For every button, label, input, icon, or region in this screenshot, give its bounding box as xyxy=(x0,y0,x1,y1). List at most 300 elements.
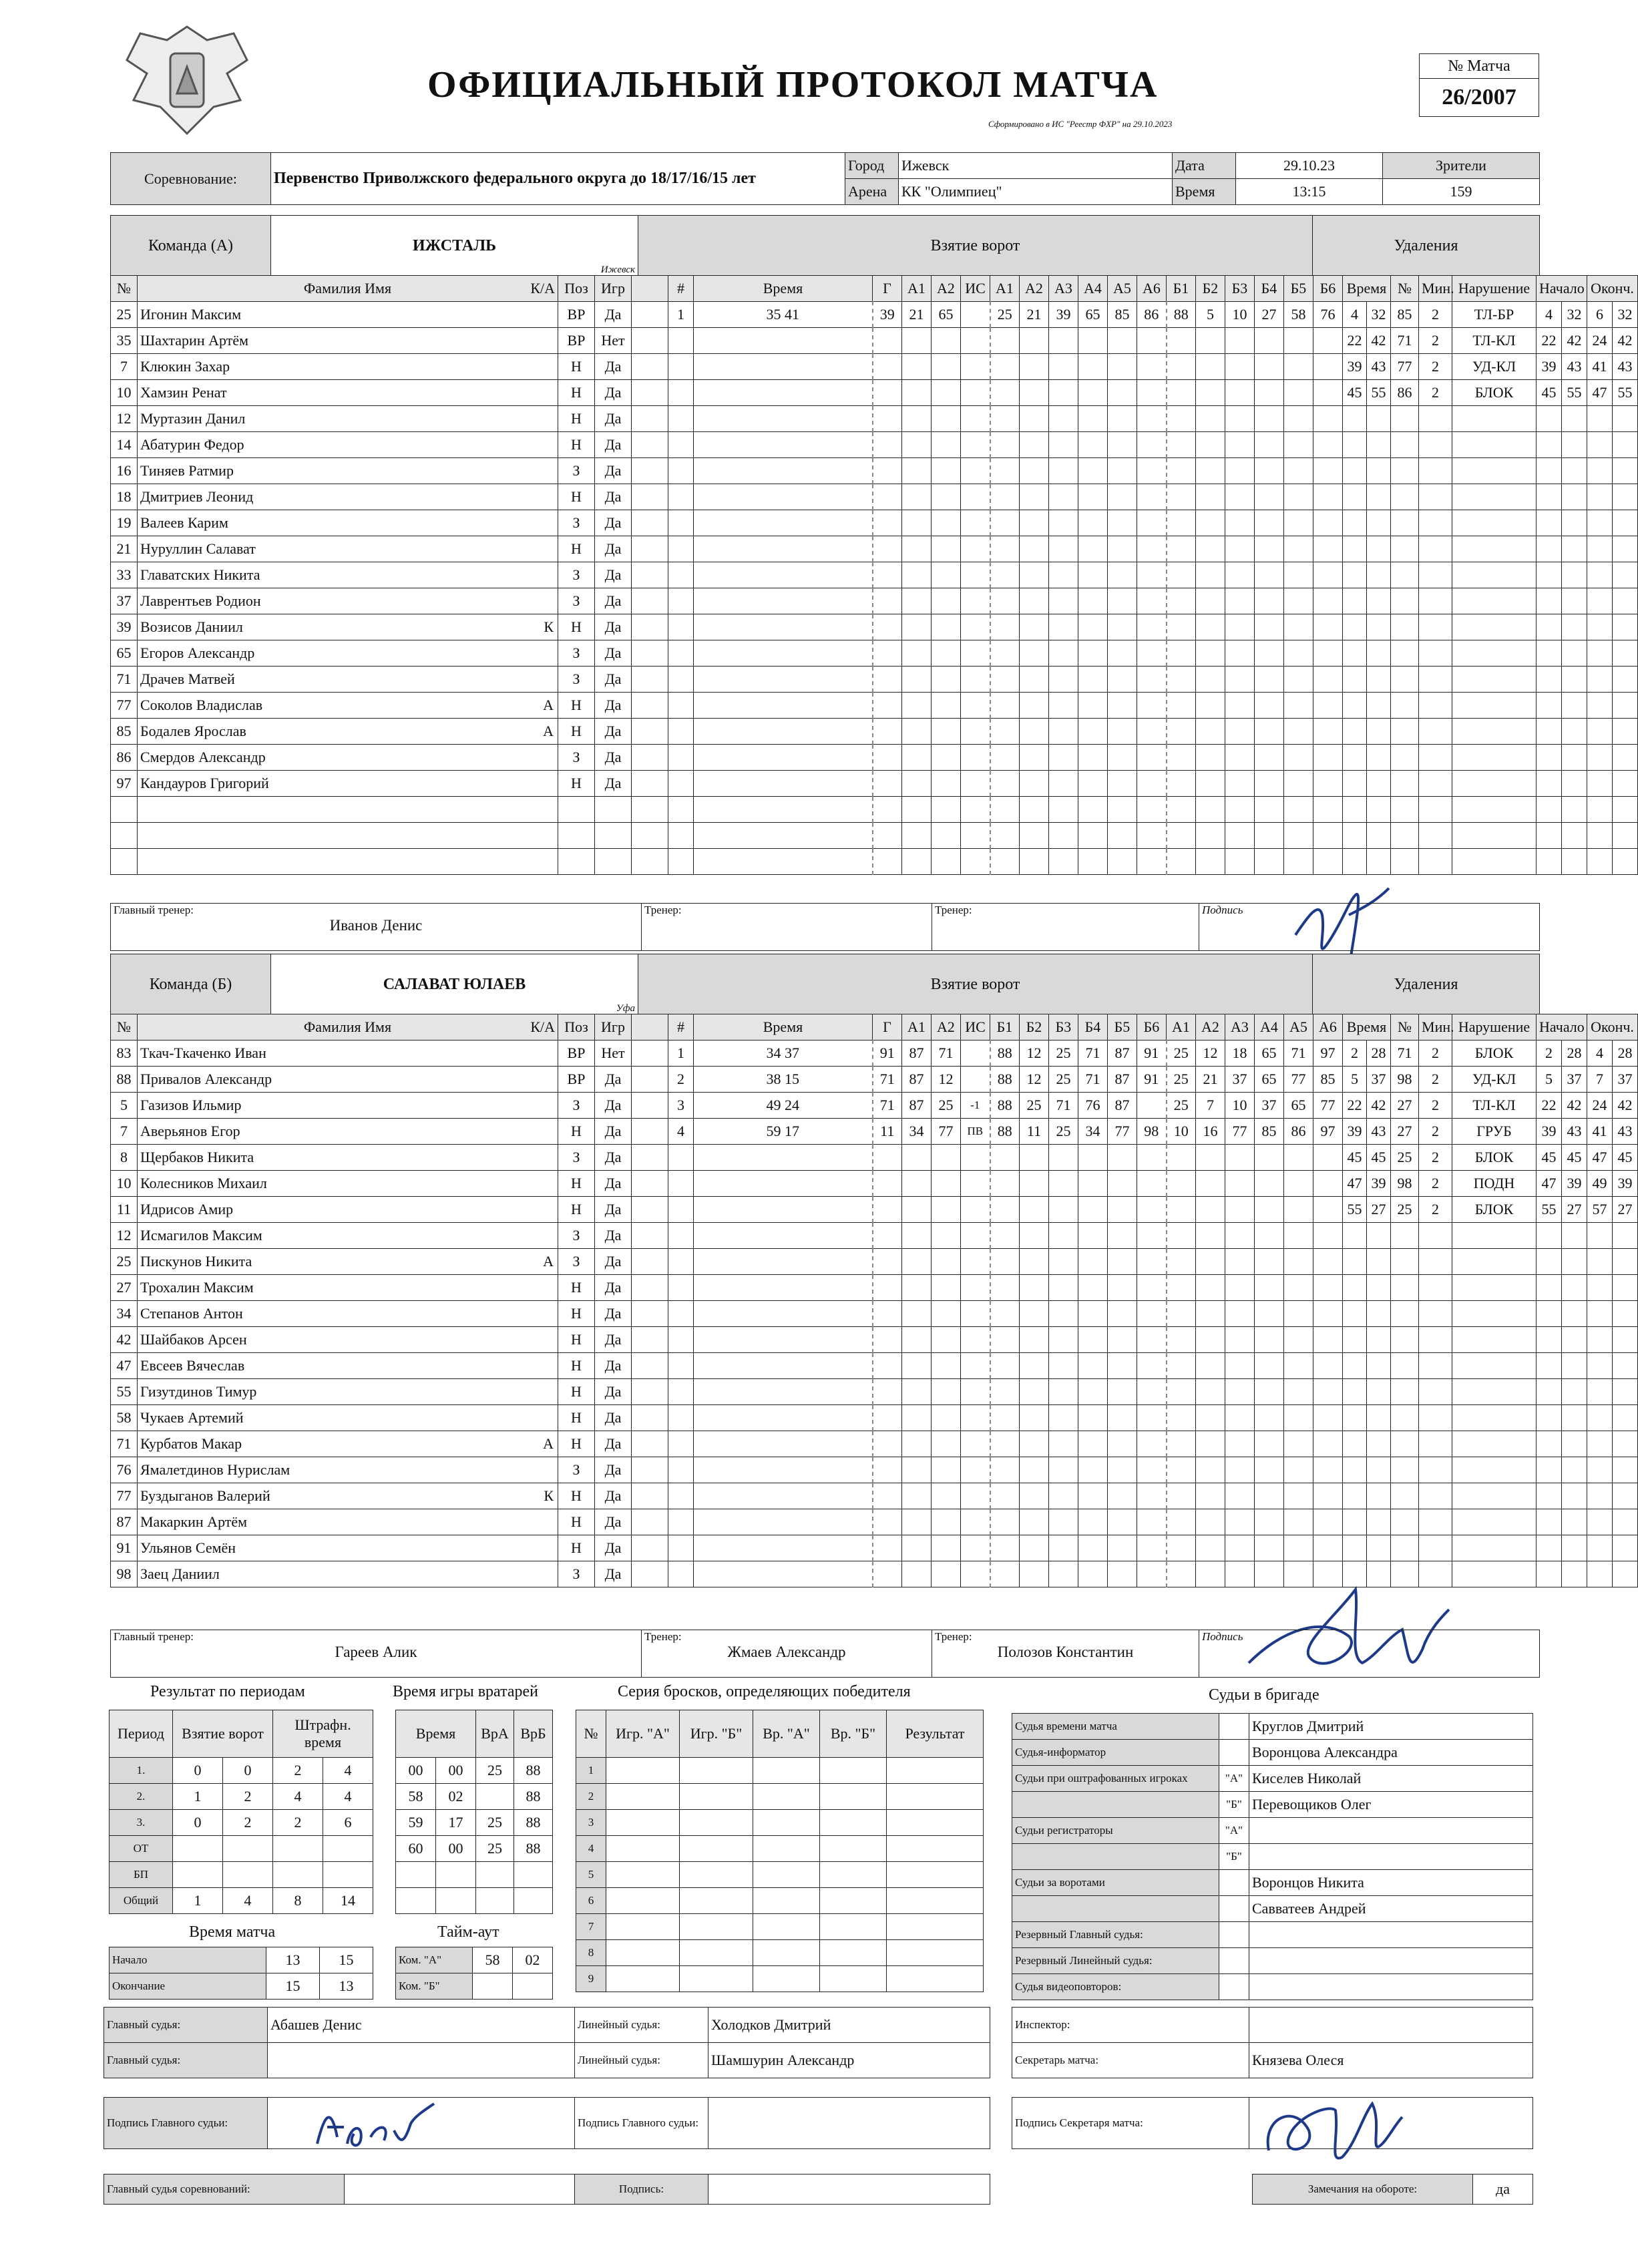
pen-player-no: 71 xyxy=(1391,328,1419,354)
pen-start-min xyxy=(1537,1249,1562,1275)
goal-cell: 71 xyxy=(873,1093,902,1119)
goal-cell xyxy=(990,1197,1020,1223)
goal-cell xyxy=(1137,1249,1167,1275)
pen-end-min xyxy=(1587,1223,1613,1249)
official-role: Судьи регистраторы xyxy=(1012,1818,1219,1844)
player-name xyxy=(138,1457,558,1483)
goal-cell: 49 24 xyxy=(694,1093,873,1119)
pen-violation xyxy=(1452,484,1537,510)
goal-cell xyxy=(1167,745,1196,771)
goal-cell xyxy=(990,432,1020,458)
player-name xyxy=(138,797,558,823)
goal-cell xyxy=(1255,614,1284,640)
official-role: Судьи за воротами xyxy=(1012,1870,1219,1896)
pen-violation: ГРУБ xyxy=(1452,1119,1537,1145)
goal-cell xyxy=(873,719,902,745)
goal-cell: 85 xyxy=(1313,1067,1343,1093)
goal-cell xyxy=(1137,1301,1167,1327)
pen-start-sec: 39 xyxy=(1562,1171,1587,1197)
pen-violation xyxy=(1452,562,1537,588)
goal-cell xyxy=(1020,1301,1049,1327)
goal-cell xyxy=(668,354,694,380)
goal-cell xyxy=(694,432,873,458)
pen-time-min xyxy=(1343,1223,1367,1249)
goal-cell xyxy=(961,614,990,640)
goal-col-7: Б2 xyxy=(1020,1014,1049,1041)
goal-cell xyxy=(990,354,1020,380)
pen-start-min xyxy=(1537,797,1562,823)
timeout-a-min: 58 xyxy=(473,1947,513,1973)
goal-cell xyxy=(668,1509,694,1535)
goal-cell xyxy=(1108,1509,1137,1535)
pen-start-min: 5 xyxy=(1537,1067,1562,1093)
goal-cell xyxy=(694,380,873,406)
player-position: З xyxy=(558,562,595,588)
goal-cell xyxy=(1108,1483,1137,1509)
pen-time-min xyxy=(1343,771,1367,797)
goal-cell xyxy=(1313,1197,1343,1223)
pen-time-sec xyxy=(1367,823,1391,849)
goal-cell xyxy=(1049,1249,1078,1275)
goal-cell xyxy=(961,302,990,328)
player-row xyxy=(111,1483,1638,1509)
spectators-value: 159 xyxy=(1383,179,1540,205)
spacer-cell xyxy=(632,1379,668,1405)
goal-cell xyxy=(1167,328,1196,354)
player-played: Да xyxy=(595,588,632,614)
goal-cell xyxy=(1108,1353,1137,1379)
goal-cell xyxy=(1225,1249,1255,1275)
goalie-row xyxy=(396,1862,553,1888)
period-row xyxy=(110,1888,373,1914)
goal-cell xyxy=(1049,354,1078,380)
signature-main-referee xyxy=(311,2097,444,2157)
shootout-cell xyxy=(680,1940,753,1966)
period-value: 14 xyxy=(323,1888,373,1914)
goal-cell xyxy=(961,1249,990,1275)
match-no-label: № Матча xyxy=(1420,54,1539,79)
player-played: Да xyxy=(595,406,632,432)
goal-cell: 37 xyxy=(1255,1093,1284,1119)
pen-start-min: 39 xyxy=(1537,354,1562,380)
player-number: 10 xyxy=(111,380,138,406)
goal-cell xyxy=(990,588,1020,614)
shootout-no: 3 xyxy=(576,1810,606,1836)
team-b-coach-1-value: Жмаев Александр xyxy=(727,1644,846,1660)
emblem xyxy=(114,13,260,147)
pen-end-sec xyxy=(1613,614,1638,640)
period-name: 1. xyxy=(110,1758,173,1784)
goal-cell xyxy=(1108,1457,1137,1483)
pen-violation: ПОДН xyxy=(1452,1171,1537,1197)
goal-cell xyxy=(932,536,961,562)
goal-cell xyxy=(1020,1223,1049,1249)
player-row xyxy=(111,1067,1638,1093)
goal-cell xyxy=(1167,1145,1196,1171)
shootout-row xyxy=(576,1966,984,1992)
pen-player-no xyxy=(1391,536,1419,562)
player-number: 8 xyxy=(111,1145,138,1171)
player-name xyxy=(138,432,558,458)
goal-cell xyxy=(961,484,990,510)
goal-cell: 12 xyxy=(1020,1041,1049,1067)
player-name xyxy=(138,406,558,432)
player-position: З xyxy=(558,588,595,614)
goal-cell xyxy=(1020,1431,1049,1457)
goal-cell xyxy=(1078,719,1108,745)
pen-violation xyxy=(1452,614,1537,640)
official-row xyxy=(1012,1792,1533,1818)
goal-col-10: Б5 xyxy=(1108,1014,1137,1041)
goal-cell xyxy=(902,1145,932,1171)
pen-start-sec xyxy=(1562,406,1587,432)
player-position: ВР xyxy=(558,1067,595,1093)
goal-cell xyxy=(694,1379,873,1405)
shootout-row xyxy=(576,1810,984,1836)
pen-minutes xyxy=(1419,693,1452,719)
goal-cell xyxy=(873,1483,902,1509)
goalie-cell xyxy=(396,1862,436,1888)
pen-start-sec xyxy=(1562,823,1587,849)
goal-cell xyxy=(873,1327,902,1353)
goal-cell xyxy=(873,1509,902,1535)
goal-cell xyxy=(902,484,932,510)
secretary: Князева Олеся xyxy=(1249,2043,1533,2078)
period-value: 4 xyxy=(273,1784,323,1810)
pen-end-min: 47 xyxy=(1587,380,1613,406)
pen-col-time: Время xyxy=(1343,276,1391,302)
pen-col-min: Мин. xyxy=(1419,1014,1452,1041)
player-name xyxy=(138,588,558,614)
goal-cell xyxy=(873,640,902,667)
goal-cell: 7 xyxy=(1196,1093,1225,1119)
goal-cell xyxy=(1284,1457,1313,1483)
pen-violation xyxy=(1452,1249,1537,1275)
player-position: З xyxy=(558,1145,595,1171)
goal-cell xyxy=(902,823,932,849)
competition-name: Первенство Приволжского федерального округа до 18/17/16/15 лет xyxy=(271,153,845,205)
goal-cell xyxy=(668,1145,694,1171)
player-name xyxy=(138,1509,558,1535)
goal-cell xyxy=(1255,667,1284,693)
goal-cell xyxy=(1078,510,1108,536)
goal-cell xyxy=(1167,667,1196,693)
pen-minutes xyxy=(1419,406,1452,432)
pen-minutes xyxy=(1419,667,1452,693)
pen-violation xyxy=(1452,1353,1537,1379)
goal-cell xyxy=(961,1301,990,1327)
goal-cell xyxy=(1137,1509,1167,1535)
player-played: Да xyxy=(595,354,632,380)
city-label: Город xyxy=(845,153,899,179)
shootout-row xyxy=(576,1862,984,1888)
goal-cell xyxy=(694,1431,873,1457)
goal-cell xyxy=(1225,510,1255,536)
page-title: ОФИЦИАЛЬНЫЙ ПРОТОКОЛ МАТЧА xyxy=(427,64,1159,106)
player-row xyxy=(111,1353,1638,1379)
shootout-cell xyxy=(820,1810,887,1836)
player-name xyxy=(138,1223,558,1249)
shootout-row xyxy=(576,1836,984,1862)
goal-cell xyxy=(1284,328,1313,354)
goal-cell xyxy=(668,458,694,484)
goal-cell xyxy=(1313,745,1343,771)
goal-cell: 85 xyxy=(1255,1119,1284,1145)
goal-cell xyxy=(873,849,902,875)
goal-cell xyxy=(1196,380,1225,406)
goal-cell xyxy=(961,771,990,797)
goal-cell xyxy=(668,1275,694,1301)
player-position: ВР xyxy=(558,302,595,328)
goal-cell xyxy=(1137,1223,1167,1249)
player-position: Н xyxy=(558,1405,595,1431)
goal-cell xyxy=(1078,1249,1108,1275)
goal-cell xyxy=(694,1301,873,1327)
goal-cell xyxy=(1049,588,1078,614)
spacer-cell xyxy=(632,745,668,771)
player-name xyxy=(138,640,558,667)
goal-cell xyxy=(1078,614,1108,640)
player-row xyxy=(111,536,1638,562)
goal-cell xyxy=(873,745,902,771)
player-played: Да xyxy=(595,1223,632,1249)
pen-end-min: 57 xyxy=(1587,1197,1613,1223)
pen-minutes xyxy=(1419,1379,1452,1405)
goal-cell xyxy=(1225,693,1255,719)
period-value: 2 xyxy=(223,1810,273,1836)
pen-start-min xyxy=(1537,745,1562,771)
pen-end-min: 6 xyxy=(1587,302,1613,328)
pen-start-min xyxy=(1537,1275,1562,1301)
goal-cell xyxy=(1078,797,1108,823)
goal-cell xyxy=(1255,745,1284,771)
pen-start-min: 4 xyxy=(1537,302,1562,328)
goal-cell xyxy=(1049,1509,1078,1535)
goal-cell xyxy=(961,406,990,432)
pen-player-no xyxy=(1391,1249,1419,1275)
goal-cell xyxy=(990,1431,1020,1457)
goal-cell xyxy=(1137,1093,1167,1119)
pen-violation xyxy=(1452,510,1537,536)
goal-cell xyxy=(990,1483,1020,1509)
goal-cell xyxy=(1167,797,1196,823)
player-number: 33 xyxy=(111,562,138,588)
player-row xyxy=(111,562,1638,588)
shootout-cell xyxy=(606,1862,680,1888)
goal-cell xyxy=(1196,1457,1225,1483)
player-position: Н xyxy=(558,693,595,719)
goal-cell xyxy=(1255,510,1284,536)
shootout-no: 6 xyxy=(576,1888,606,1914)
goal-cell xyxy=(1196,1197,1225,1223)
pen-start-sec xyxy=(1562,1535,1587,1561)
goal-cell xyxy=(1313,1405,1343,1431)
pen-minutes xyxy=(1419,719,1452,745)
team-b-coach-2-value: Полозов Константин xyxy=(997,1644,1134,1660)
pen-start-sec xyxy=(1562,667,1587,693)
goal-cell xyxy=(1137,797,1167,823)
spacer-cell xyxy=(632,1249,668,1275)
goal-cell: -1 xyxy=(961,1093,990,1119)
goal-cell xyxy=(961,1041,990,1067)
player-number: 5 xyxy=(111,1093,138,1119)
goal-cell xyxy=(873,1353,902,1379)
goal-cell xyxy=(1020,1275,1049,1301)
spacer-cell xyxy=(632,458,668,484)
player-row xyxy=(111,1431,1638,1457)
goal-cell xyxy=(1196,1379,1225,1405)
player-played: Да xyxy=(595,562,632,588)
goal-cell: 34 xyxy=(1078,1119,1108,1145)
goal-cell xyxy=(1167,849,1196,875)
pen-col-end: Оконч. xyxy=(1587,1014,1638,1041)
pen-minutes xyxy=(1419,1431,1452,1457)
goal-cell: 71 xyxy=(1078,1067,1108,1093)
pen-end-sec xyxy=(1613,797,1638,823)
goal-cell xyxy=(1255,1275,1284,1301)
goal-cell xyxy=(1137,458,1167,484)
pen-end-sec: 55 xyxy=(1613,380,1638,406)
pen-player-no xyxy=(1391,484,1419,510)
goal-cell xyxy=(1167,1379,1196,1405)
goal-cell xyxy=(1137,745,1167,771)
pen-start-min: 45 xyxy=(1537,380,1562,406)
goal-cell xyxy=(1196,771,1225,797)
player-number: 83 xyxy=(111,1041,138,1067)
remarks-row xyxy=(1252,2174,1533,2205)
goal-cell xyxy=(990,510,1020,536)
pen-time-min xyxy=(1343,797,1367,823)
team-a-coach-2-label: Тренер: xyxy=(935,904,972,916)
goal-cell xyxy=(873,380,902,406)
player-position: З xyxy=(558,1457,595,1483)
pen-end-min: 4 xyxy=(1587,1041,1613,1067)
goal-cell xyxy=(1020,797,1049,823)
pen-start-min: 22 xyxy=(1537,1093,1562,1119)
goal-col-3: А1 xyxy=(902,1014,932,1041)
goal-cell xyxy=(1255,1535,1284,1561)
goal-cell xyxy=(1196,1275,1225,1301)
pen-start-sec: 45 xyxy=(1562,1145,1587,1171)
period-value: 1 xyxy=(173,1888,223,1914)
pen-player-no xyxy=(1391,458,1419,484)
goal-col-15: Б4 xyxy=(1255,276,1284,302)
player-position: З xyxy=(558,510,595,536)
goal-cell xyxy=(1108,432,1137,458)
shootout-cell xyxy=(606,1940,680,1966)
player-row xyxy=(111,302,1638,328)
pen-minutes xyxy=(1419,588,1452,614)
pen-start-min xyxy=(1537,614,1562,640)
col-name xyxy=(138,276,558,302)
generated-note: Сформировано в ИС "Реестр ФХР" на 29.10.2023 xyxy=(988,119,1173,129)
official-row xyxy=(1012,1740,1533,1766)
goal-col-17: Б6 xyxy=(1313,276,1343,302)
goalie-cell: 17 xyxy=(436,1810,476,1836)
pen-start-min xyxy=(1537,693,1562,719)
team-b-coach-1 xyxy=(642,1630,932,1678)
goalie-cell: 25 xyxy=(476,1758,514,1784)
player-number: 7 xyxy=(111,354,138,380)
goal-cell xyxy=(1225,1197,1255,1223)
goal-cell xyxy=(873,1431,902,1457)
goal-cell xyxy=(932,1535,961,1561)
goal-col-16: Б5 xyxy=(1284,276,1313,302)
spacer-cell xyxy=(632,380,668,406)
period-value xyxy=(323,1862,373,1888)
goal-cell xyxy=(1020,354,1049,380)
player-name xyxy=(138,1561,558,1587)
period-value: 4 xyxy=(223,1888,273,1914)
spacer-cell xyxy=(632,693,668,719)
goalie-cell xyxy=(436,1862,476,1888)
pen-violation xyxy=(1452,1561,1537,1587)
goal-cell xyxy=(694,823,873,849)
goal-cell xyxy=(1078,354,1108,380)
player-row xyxy=(111,1535,1638,1561)
goal-cell xyxy=(1167,719,1196,745)
team-a-head-coach xyxy=(111,904,642,951)
official-row xyxy=(1012,1714,1533,1740)
pen-violation xyxy=(1452,667,1537,693)
pen-player-no xyxy=(1391,1457,1419,1483)
goal-cell xyxy=(932,1457,961,1483)
pen-end-min xyxy=(1587,797,1613,823)
goalie-cell: 58 xyxy=(396,1784,436,1810)
match-end-h: 15 xyxy=(266,1973,320,2000)
shootout-no: 2 xyxy=(576,1784,606,1810)
goal-col-11: А6 xyxy=(1137,276,1167,302)
player-played: Да xyxy=(595,1509,632,1535)
pen-time-min xyxy=(1343,1483,1367,1509)
player-name-text: Гизутдинов Тимур xyxy=(140,1383,257,1400)
pen-end-min: 24 xyxy=(1587,1093,1613,1119)
pen-end-min xyxy=(1587,1457,1613,1483)
goal-col-13: А2 xyxy=(1196,1014,1225,1041)
goal-cell xyxy=(961,1405,990,1431)
goal-cell xyxy=(902,771,932,797)
pen-player-no xyxy=(1391,1561,1419,1587)
goal-cell: 88 xyxy=(990,1067,1020,1093)
goal-cell xyxy=(1108,797,1137,823)
official-role: Судья времени матча xyxy=(1012,1714,1219,1740)
goal-cell xyxy=(873,588,902,614)
goal-cell xyxy=(1137,849,1167,875)
goal-cell xyxy=(1049,693,1078,719)
player-ka: А xyxy=(543,723,554,739)
goal-cell xyxy=(1255,1223,1284,1249)
pen-end-sec xyxy=(1613,693,1638,719)
player-row xyxy=(111,1457,1638,1483)
goal-cell xyxy=(668,1249,694,1275)
period-value: 0 xyxy=(173,1810,223,1836)
goal-cell xyxy=(1137,1353,1167,1379)
goal-cell xyxy=(1284,667,1313,693)
goal-cell xyxy=(1167,380,1196,406)
pen-minutes xyxy=(1419,1457,1452,1483)
goal-cell xyxy=(990,1535,1020,1561)
pen-time-min xyxy=(1343,1301,1367,1327)
shootout-cell xyxy=(887,1862,984,1888)
goal-cell xyxy=(1167,588,1196,614)
player-played: Да xyxy=(595,1249,632,1275)
spacer-cell xyxy=(632,1067,668,1093)
player-name xyxy=(138,1093,558,1119)
goal-cell xyxy=(1167,458,1196,484)
goal-col-1: Время xyxy=(694,276,873,302)
period-row xyxy=(110,1836,373,1862)
goal-cell xyxy=(902,1457,932,1483)
